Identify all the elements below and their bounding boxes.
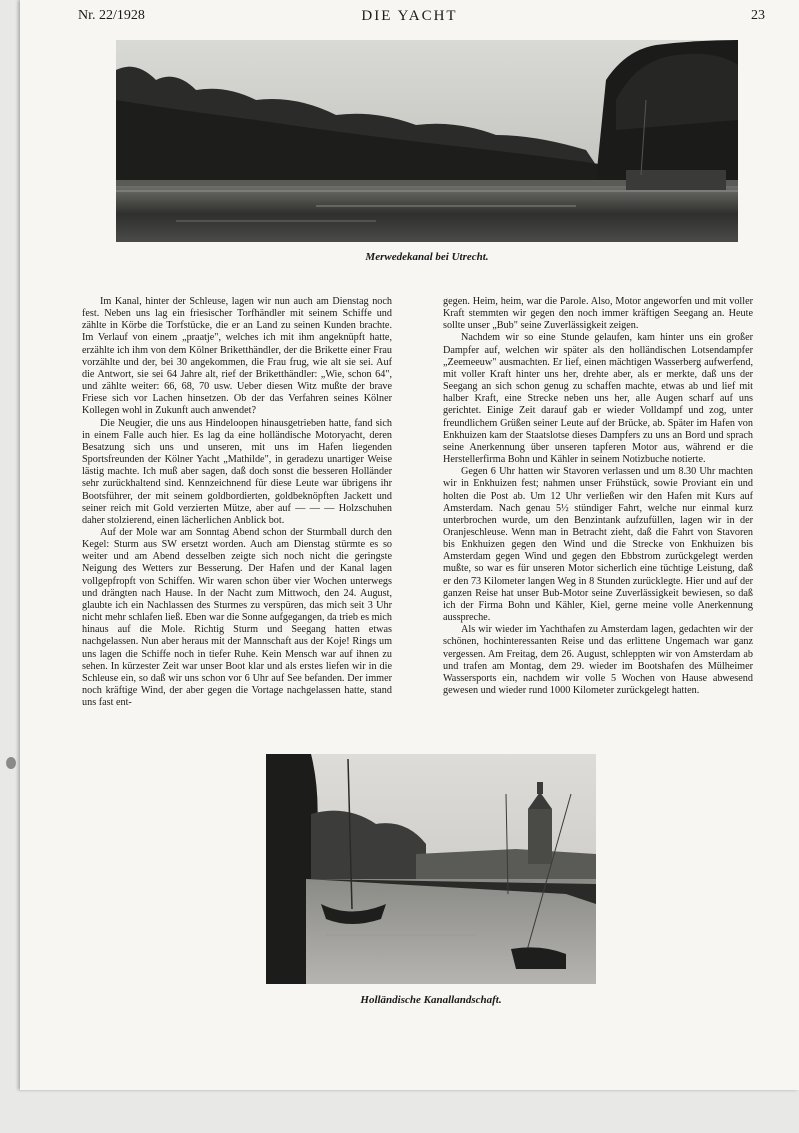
paragraph: Nachdem wir so eine Stunde gelaufen, kam hinter uns ein großer Dampfer auf, welchen wir später als den holländischen Lotsendampfer „Zeemeeuw" ausmachten. Er lief, einen mächtigen Wasserberg aufwerfend, mit voller Kraft hinter uns her, drehte aber, als er merkte, daß uns der Seegang an sich schon genug zu schaffen machte, etwas ab und lief mit halber Kraft, eine Strecke neben uns her, alle Augen scharf auf uns gerichtet. Einige Zeit darauf gab er wieder Volldampf und zog, unter freundlichem Grüßen seiner Leute auf der Brücke, ab. Später im Hafen von Enkhuizen kam der Staatslotse dieses Dampfers zu uns an Bord und sprach seine Anerkennung über unseren tapferen Motor aus, während er die Herstellerfirma Bohn und Kähler in seinem Notizbuche notierte. — [443, 332, 753, 466]
paragraph: Gegen 6 Uhr hatten wir Stavoren verlassen und um 8.30 Uhr machten wir in Enkhuizen fest; nahmen unser Frühstück, sowie Proviant ein und holten die Post ab. Um 12 Uhr verließen wir den Hafen mit Kurs auf Amsterdam. Nach genau 5½ stündiger Fahrt, welche nur einmal kurz unterbrochen wurde, um den Benzintank aufzufüllen, lagen wir in der Oranjeschleuse. Wenn man in Betracht zieht, daß die Fahrt von Stavoren bis Enkhuizen gegen den Wind und die Strecke von Enkhuizen bis Amsterdam gegen Wind und gegen den Ebbstrom zurückgelegt werden mußte, so war es für unseren Motor sicherlich eine tüchtige Leistung, daß er den 73 Kilometer langen Weg in 8 Stunden zurücklegte. Hier und auf der ganzen Reise hat unser Bub-Motor seine Zuverlässigkeit bewiesen, so daß ich der Firma Bohn und Kähler, Kiel, gerne meine volle Anerkennung ausspreche. — [443, 466, 753, 624]
page-header — [20, 8, 799, 28]
figure-caption: Holländische Kanallandschaft. — [360, 994, 502, 1006]
canal-photo-utrecht — [116, 40, 738, 242]
text-column-left — [82, 296, 392, 709]
paragraph: Auf der Mole war am Sonntag Abend schon der Sturmball durch den Kegel: Sturm aus SW ersetzt worden. Auch am Dienstag stürmte es so weiter und am Abend desselben zeigte sich noch nicht die geringste Neigung des Wetters zur Besserung. Der Hafen und der Kanal lagen vollgepfropft von Schiffen. Wir waren schon über vier Wochen unterwegs und drängten nach Hause. In der Nacht zum Mittwoch, den 24. August, glaubte ich ein Nachlassen des Sturmes zu verspüren, das mich seit 3 Uhr nicht mehr schlafen ließ. Eben war die Sonne aufgegangen, da trieb es mich hinaus auf die Mole. Richtig Sturm und Seegang hatten etwas nachgelassen. Nun aber heraus mit der Mannschaft aus der Koje! Rings um uns lagen die Schiffe noch in tiefer Ruhe. Kein Mensch war auf ihnen zu sehen. In kürzester Zeit war unser Boot klar und als erstes liefen wir in die Schleuse ein, so daß wir uns schon vor 6 Uhr auf See befanden. Der immer noch kräftige Wind, der aber gegen die Vortage nachgelassen hatte, stand uns fast ent- — [82, 526, 392, 709]
issue-number: Nr. 22/1928 — [78, 8, 145, 23]
figure-caption: Merwedekanal bei Utrecht. — [365, 251, 489, 263]
paragraph: Als wir wieder im Yachthafen zu Amsterdam lagen, gedachten wir der schönen, hochinteressanten Reise und das erlittene Ungemach war ganz vergessen. Am Freitag, dem 26. August, schleppten wir von Amsterdam ab und trafen am Montag, dem 29. wieder im Bootshafen des Mülheimer Wassersports ein, nachdem wir volle 5 Wochen von Hause abwesend gewesen und wieder rund 1000 Kilometer zurückgelegt hatten. — [443, 624, 753, 696]
paragraph: Die Neugier, die uns aus Hindeloopen hinausgetrieben hatte, fand sich in einem Falle auch hier. Es lag da eine holländische Motoryacht, deren Besatzung sich uns und unseren, mit uns im Hafen liegenden Sportsfreunden der Kölner Yacht „Mathilde", in geradezu unartiger Weise lästig machte. Ich muß aber sagen, daß doch sonst die besseren Holländer sehr zurückhaltend sind. Kennzeichnend für diese Leute war übrigens ihr Bootsführer, der mit seinem goldbordierten, goldbeknöpften Jackett und seiner reich mit Gold verzierten Mütze, aber auf — — — Holzschuhen daher stolzierend, einen lächerlichen Anblick bot. — [82, 417, 392, 526]
text-column-right — [443, 296, 753, 697]
magazine-page — [20, 0, 799, 1090]
scan-mark — [6, 757, 16, 769]
paragraph: Im Kanal, hinter der Schleuse, lagen wir nun auch am Dienstag noch fest. Neben uns lag ein friesischer Torfhändler mit seinem Schiffe und zählte in Körbe die Torfstücke, die er an Land zu seinen Kunden brachte. Im Verlauf von einem „praatje", welches ich mit ihm angeknüpft hatte, erzählte ich ihm von dem Kölner Briketthändler, der die Brikette einer Frau vorzählte und der, bei 30 angekommen, die Frau frug, wie alt sie sei. Auf die Antwort, sie sei 64 Jahre alt, rief der Briketthändler: „Wie, schon 64", und zählte weiter: 66, 68, 70 usw. Ueber diesen Witz mußte der brave Friese sich vor Lachen hinsetzen. Ob der das Verfahren seines Kölner Kollegen wohl in Zukunft auch anwendet? — [82, 296, 392, 417]
magazine-title: DIE YACHT — [361, 8, 458, 24]
page-number: 23 — [751, 8, 765, 23]
paragraph: gegen. Heim, heim, war die Parole. Also, Motor angeworfen und mit voller Kraft stemmten wir gegen den noch immer kräftigen Seegang an. Heute sollte unser „Bub" seine Zuverlässigkeit zeigen. — [443, 296, 753, 332]
canal-landscape-photo — [266, 754, 596, 984]
